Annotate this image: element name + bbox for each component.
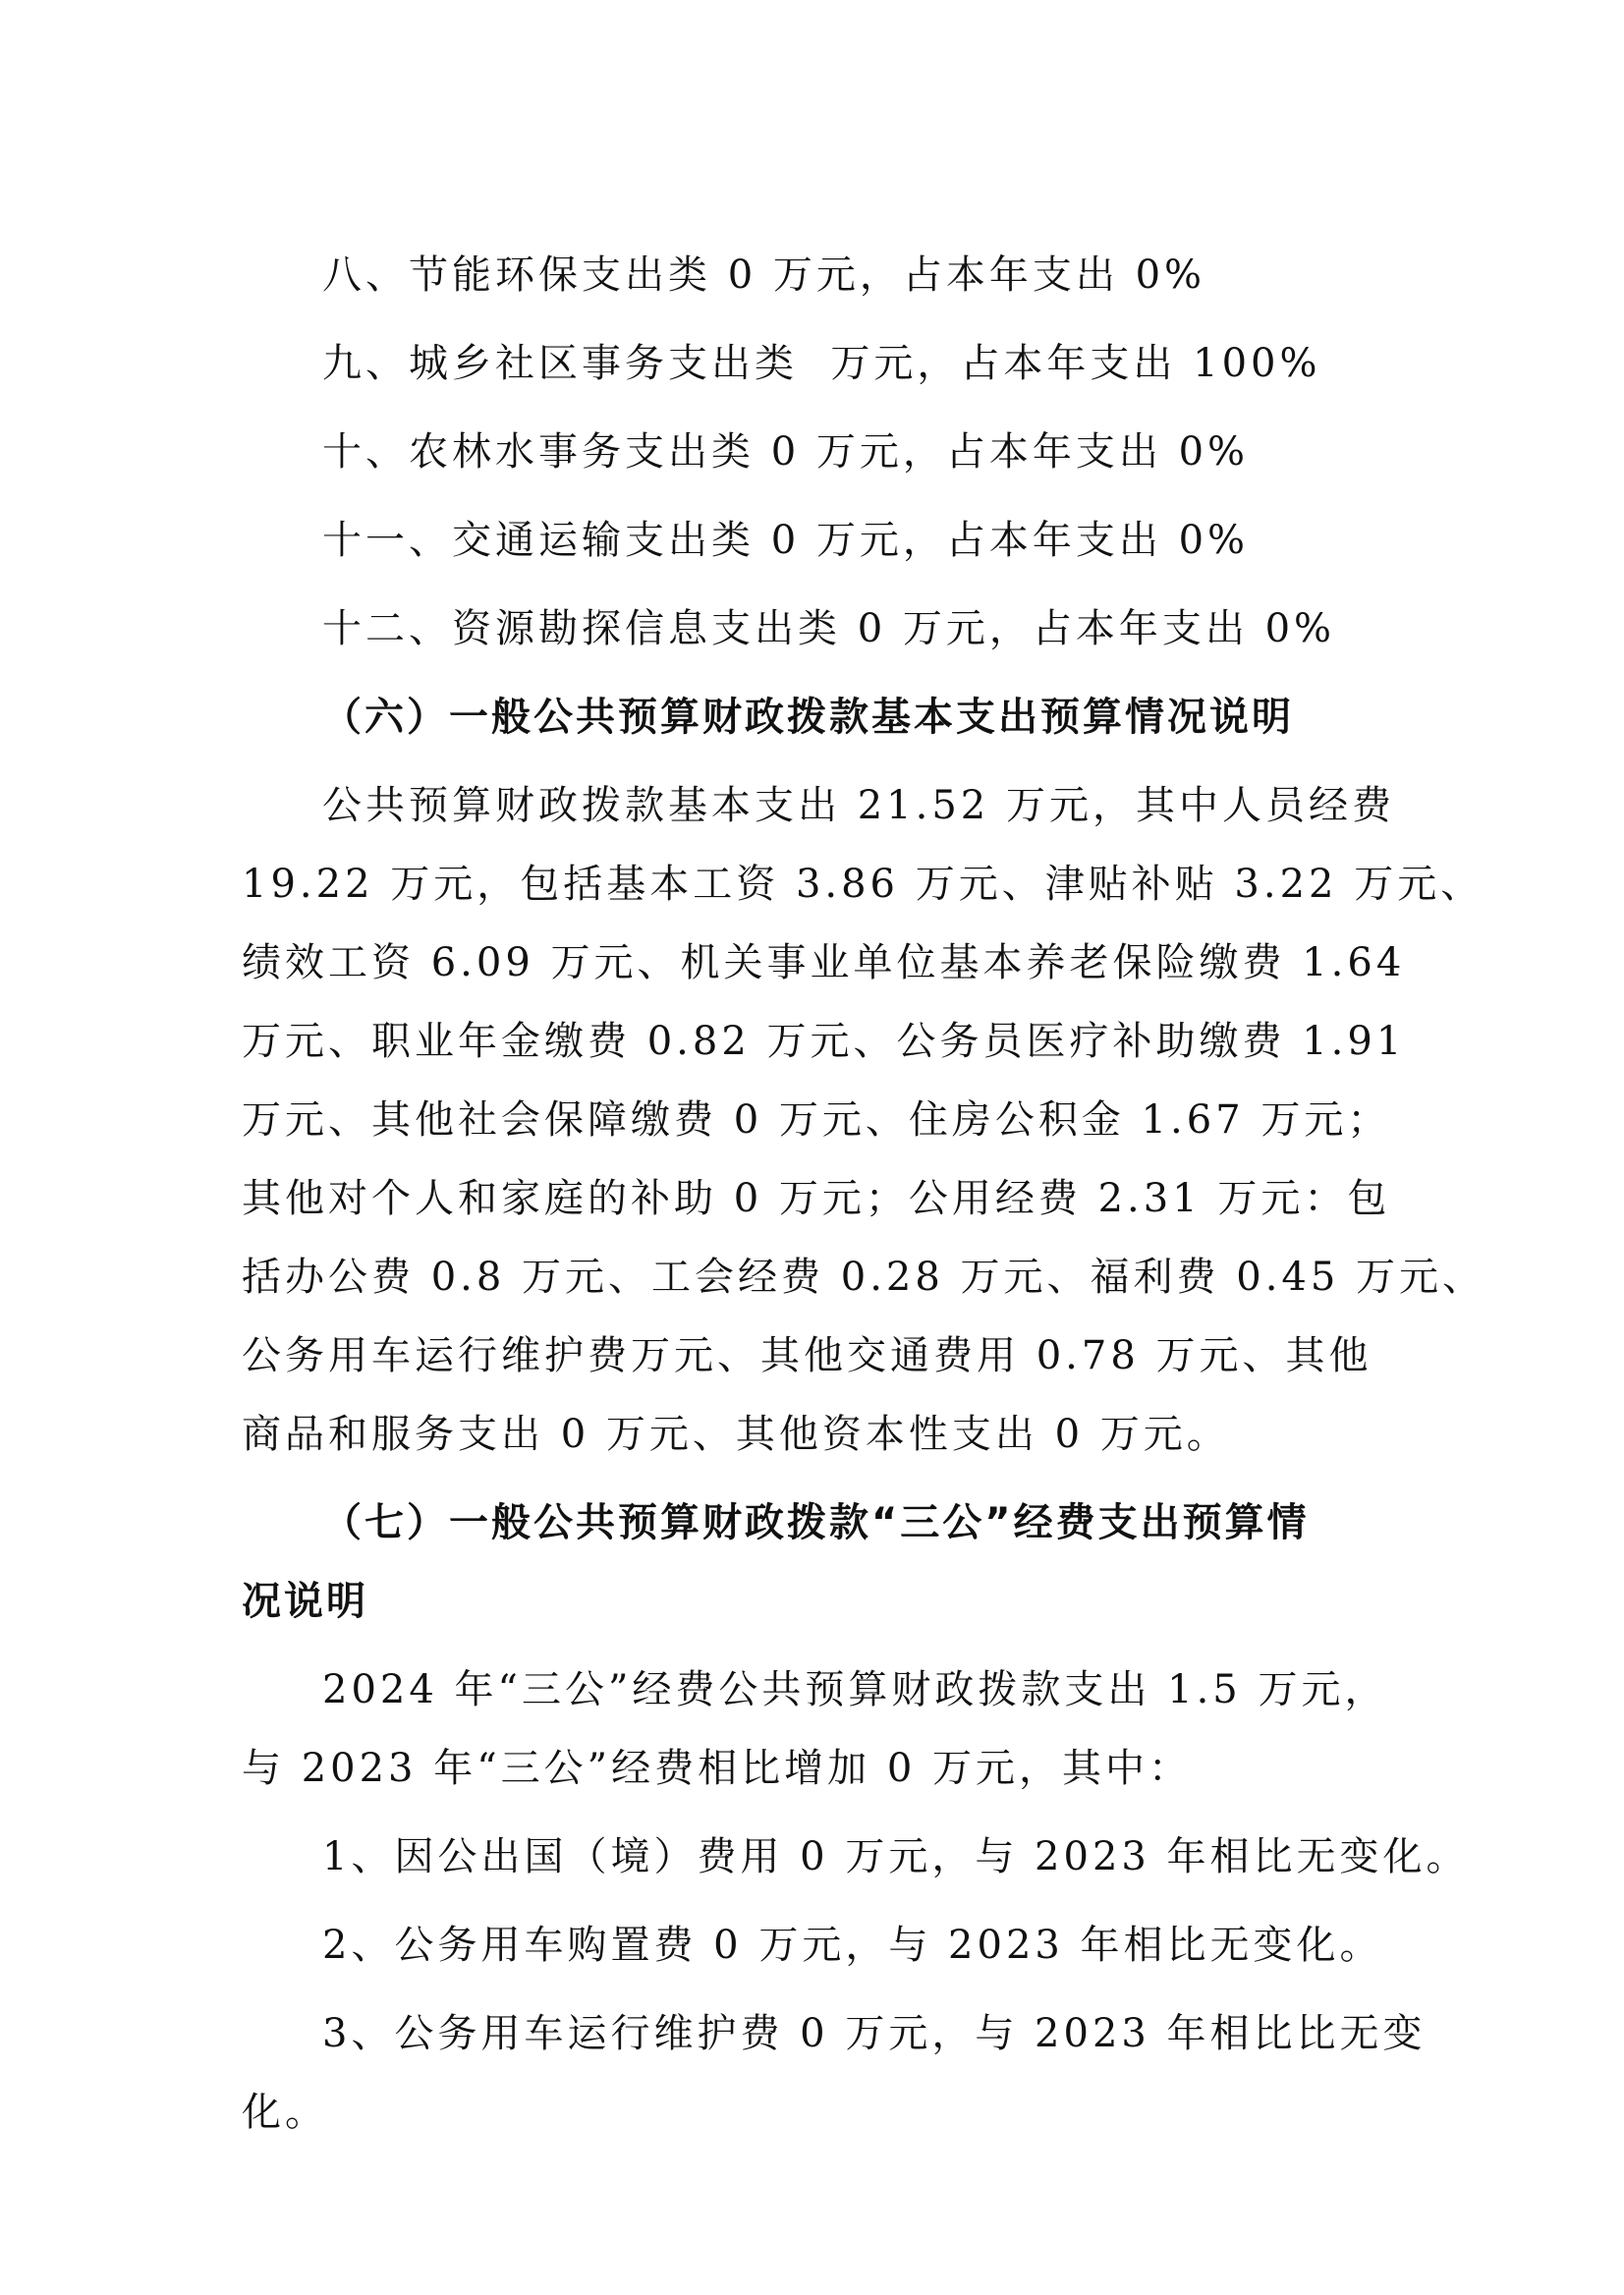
- section7-line-3: 1、因公出国（境）费用 0 万元，与 2023 年相比无变化。: [322, 1834, 1470, 1879]
- section7-line-6: 化。: [242, 2090, 328, 2135]
- section7-line-1: 2024 年“三公”经费公共预算财政拨款支出 1.5 万元，: [322, 1667, 1388, 1712]
- list-item-10: 十、农林水事务支出类 0 万元，占本年支出 0%: [322, 429, 1250, 475]
- section7-line-5: 3、公务用车运行维护费 0 万元，与 2023 年相比比无变: [322, 2011, 1427, 2056]
- section6-line-2: 19.22 万元，包括基本工资 3.86 万元、津贴补贴 3.22 万元、: [242, 862, 1484, 907]
- section7-heading-line-2: 况说明: [242, 1579, 368, 1624]
- section6-line-1: 公共预算财政拨款基本支出 21.52 万元，其中人员经费: [322, 783, 1395, 828]
- section7-heading-line-1: （七）一般公共预算财政拨款“三公”经费支出预算情: [322, 1500, 1310, 1545]
- section6-line-7: 括办公费 0.8 万元、工会经费 0.28 万元、福利费 0.45 万元、: [242, 1255, 1486, 1300]
- section6-line-6: 其他对个人和家庭的补助 0 万元；公用经费 2.31 万元：包: [242, 1176, 1391, 1221]
- section7-line-2: 与 2023 年“三公”经费相比增加 0 万元，其中：: [242, 1746, 1193, 1791]
- section6-line-8: 公务用车运行维护费万元、其他交通费用 0.78 万元、其他: [242, 1333, 1372, 1378]
- section6-line-9: 商品和服务支出 0 万元、其他资本性支出 0 万元。: [242, 1412, 1230, 1457]
- list-item-8: 八、节能环保支出类 0 万元，占本年支出 0%: [322, 252, 1206, 298]
- section6-line-4: 万元、职业年金缴费 0.82 万元、公务员医疗补助缴费 1.91: [242, 1019, 1406, 1064]
- list-item-12: 十二、资源勘探信息支出类 0 万元，占本年支出 0%: [322, 606, 1336, 651]
- list-item-9: 九、城乡社区事务支出类 万元，占本年支出 100%: [322, 341, 1321, 386]
- section6-line-5: 万元、其他社会保障缴费 0 万元、住房公积金 1.67 万元；: [242, 1097, 1391, 1143]
- list-item-11: 十一、交通运输支出类 0 万元，占本年支出 0%: [322, 518, 1250, 563]
- section6-line-3: 绩效工资 6.09 万元、机关事业单位基本养老保险缴费 1.64: [242, 940, 1406, 985]
- section7-line-4: 2、公务用车购置费 0 万元，与 2023 年相比无变化。: [322, 1923, 1383, 1968]
- section6-heading: （六）一般公共预算财政拨款基本支出预算情况说明: [322, 695, 1294, 740]
